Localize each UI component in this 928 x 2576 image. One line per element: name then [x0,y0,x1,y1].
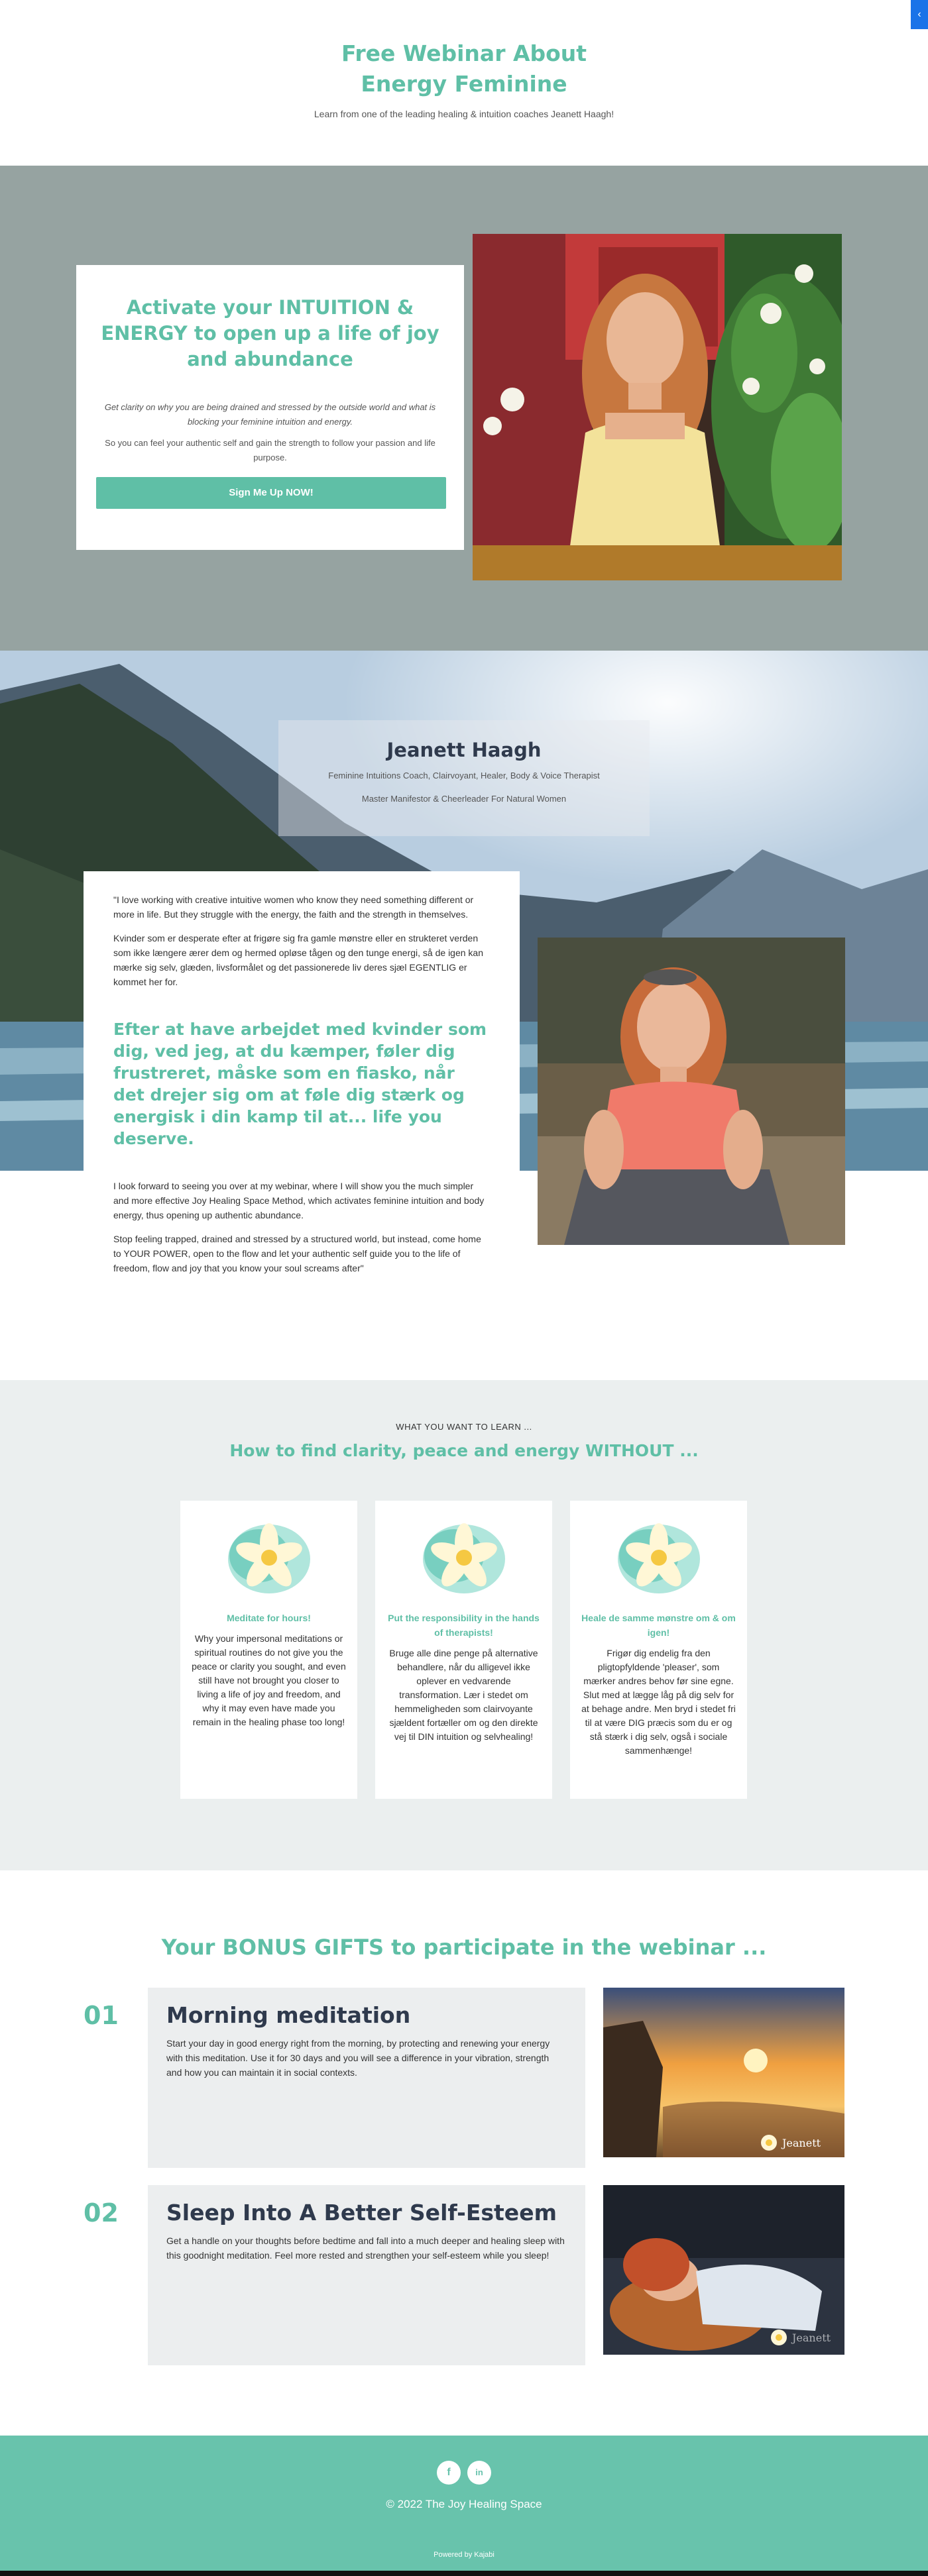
sunrise-photo [603,1988,844,2157]
coach-role-line-1: Feminine Intuitions Coach, Clairvoyant, Healer, Body & Voice Therapist [328,771,600,780]
learn-card [375,1501,552,1799]
gift-title: Morning meditation [166,2002,411,2028]
facebook-icon[interactable]: f [437,2461,461,2485]
learn-card [570,1501,747,1799]
sunrise-watermark: Jeanett [782,2137,821,2149]
gift-number: 02 [84,2198,119,2227]
page-title [0,38,928,99]
name-card [278,720,650,836]
quote-card [84,871,520,1312]
coach-portrait-photo [538,938,845,1245]
hero-italic-text: Get clarity on why you are being drained and stressed by the outside world and what is blocking your feminine intuition and energy. [104,402,436,427]
quote-paragraph-3: I look forward to seeing you over at my webinar, where I will show you the much simpler and more effective Joy Healing Space Method, which activates feminine intuition and body energy, thus opening up authentic abundance. [113,1181,485,1220]
page-subtitle: Learn from one of the leading healing & intuition coaches Jeanett Haagh! [314,109,614,119]
learn-kicker: WHAT YOU WANT TO LEARN ... [396,1422,532,1432]
linkedin-icon[interactable]: in [467,2461,491,2485]
page-header [0,0,928,166]
gift-number: 01 [84,2001,119,2030]
woman-portrait-image [538,938,845,1245]
quote-paragraph-2: Kvinder som er desperate efter at frigøre sig fra gamle mønstre eller en strukteret verden som ikke længere ærer dem og hermed opløse tågen og den tunge energi, så de igen kan mærke sig selv, glæden, livsformålet og det passionerede liv deres sjæl EGENTLIG er kommet her for. [113,933,484,987]
gift-card [148,1988,585,2168]
gift-text: Get a handle on your thoughts before bedtime and fall into a much deeper and healing sleep with this goodnight meditation. Feel more rested and strengthen your self-esteem while you sleep! [166,2235,565,2261]
sign-up-button[interactable]: Sign Me Up NOW! [96,477,446,509]
page-footer [0,2436,928,2571]
frangipani-flower-icon [616,1519,702,1597]
learn-card-title: Heale de samme mønstre om & om igen! [581,1613,736,1638]
learn-card-text: Why your impersonal meditations or spiritual routines do not give you the peace or clarity you sought, and even still have not brought you closer to living a life of joy and freedom, and why it may even have made you remain in the healing phase too long! [192,1633,346,1727]
learn-card-title: Put the responsibility in the hands of therapists! [388,1613,540,1638]
hero-photo [473,234,842,580]
hero-body-text: So you can feel your authentic self and gain the strength to follow your passion and life purpose. [105,438,435,462]
hero-card [76,265,464,550]
gift-text: Start your day in good energy right from the morning, by protecting and renewing your energy with this meditation. Use it for 30 days and you will see a difference in your vibration, strength and how you can maintain it in social contexts. [166,2038,550,2078]
title-line-2: Energy Feminine [361,71,567,97]
frangipani-flower-icon [421,1519,507,1597]
learn-section [0,1380,928,1870]
coach-name: Jeanett Haagh [386,739,542,761]
sleeping-woman-photo [603,2185,844,2355]
powered-by-link[interactable]: Powered by Kajabi [434,2551,494,2559]
learn-cards [180,1501,748,1799]
gift-card [148,2185,585,2365]
coach-role-line-2: Master Manifestor & Cheerleader For Natural Women [361,794,567,804]
learn-card [180,1501,357,1799]
learn-card-text: Bruge alle dine penge på alternative behandlere, når du alligevel ikke oplever en vedvarende transformation. Lær i stedet om hemmeligheden som clairvoyante sjældent fortæller om og den direkte vej til DIN intuition og selvhealing! [389,1648,538,1742]
woman-with-flowers-image [473,234,842,580]
learn-card-title: Meditate for hours! [227,1613,311,1623]
hero-headline: Activate your INTUITION & ENERGY to open up a life of joy and abundance [101,296,439,370]
collapse-panel-button[interactable] [911,0,928,29]
bottom-bar [0,2571,928,2576]
quote-paragraph-1: "I love working with creative intuitive women who know they need something different or more in life. But they struggle with the energy, the faith and the strength in themselves. [113,894,474,920]
learn-card-text: Frigør dig endelig fra den pligtopfyldende 'pleaser', som mærker andres behov før sine egne. Slut med at lægge låg på dig selv for at behage andre. Men bryd i stedet fri til at være DIG præcis som du er og stå stærk i dig selv, også i sociale sammenhænge! [581,1648,736,1756]
gift-title: Sleep Into A Better Self-Esteem [166,2200,557,2226]
hero-section [0,166,928,651]
chevron-left-icon: ‹ [917,9,921,20]
quote-highlight: Efter at have arbejdet med kvinder som dig, ved jeg, at du kæmper, føler dig frustreret, måske som en fiasko, når det drejer sig om at føle dig stærk og energisk i din kamp til at... life you deserve. [113,1020,487,1148]
learn-title: How to find clarity, peace and energy WITHOUT ... [229,1441,699,1460]
quote-paragraph-4: Stop feeling trapped, drained and stressed by a structured world, but instead, come home to YOUR POWER, open to the flow and let your authentic self guide you to the life of freedom, flow and joy that you know your soul screams after" [113,1234,481,1273]
title-line-1: Free Webinar About [341,40,587,66]
social-links [0,2461,928,2485]
frangipani-flower-icon [226,1519,312,1597]
bonus-title: Your BONUS GIFTS to participate in the webinar ... [161,1935,767,1960]
copyright: © 2022 The Joy Healing Space [386,2498,542,2510]
sleep-watermark: Jeanett [792,2332,831,2344]
